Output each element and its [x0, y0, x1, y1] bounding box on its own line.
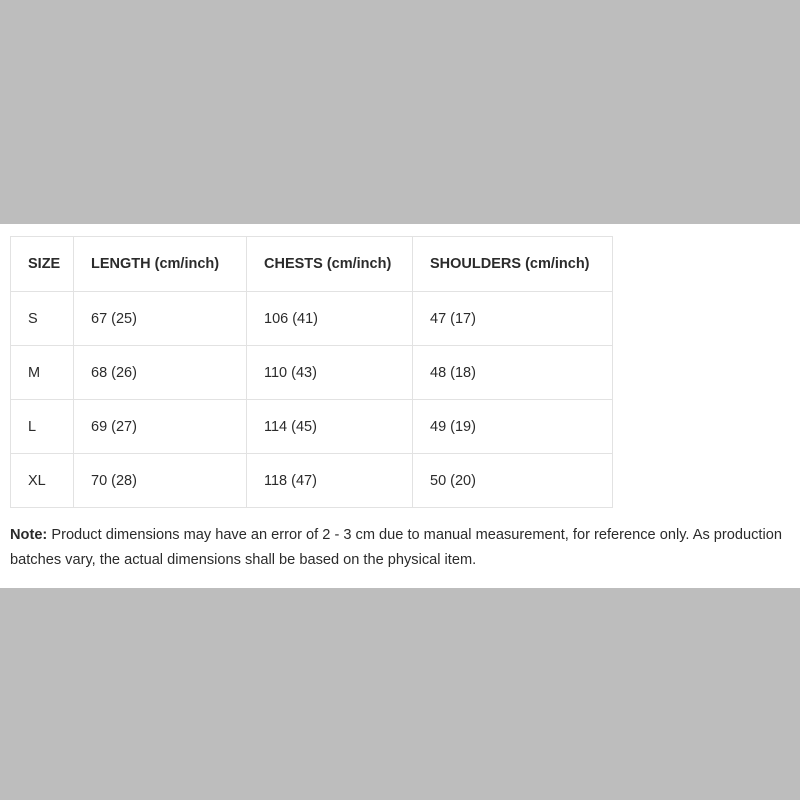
cell-size: S [11, 292, 74, 346]
size-chart-panel [0, 224, 800, 588]
table-body [11, 292, 613, 508]
table-row [11, 292, 613, 346]
cell-shoulders: 50 (20) [413, 454, 613, 508]
cell-length: 67 (25) [74, 292, 247, 346]
cell-chests: 106 (41) [247, 292, 413, 346]
size-chart-table [10, 236, 613, 508]
column-header-size: SIZE [11, 237, 74, 292]
top-background-band [0, 0, 800, 224]
cell-length: 69 (27) [74, 400, 247, 454]
column-header-shoulders: SHOULDERS (cm/inch) [413, 237, 613, 292]
cell-length: 68 (26) [74, 346, 247, 400]
measurement-note [10, 523, 782, 573]
table-header [11, 237, 613, 292]
cell-shoulders: 48 (18) [413, 346, 613, 400]
cell-chests: 110 (43) [247, 346, 413, 400]
cell-shoulders: 47 (17) [413, 292, 613, 346]
cell-length: 70 (28) [74, 454, 247, 508]
cell-size: XL [11, 454, 74, 508]
table-header-row [11, 237, 613, 292]
cell-chests: 118 (47) [247, 454, 413, 508]
bottom-background-band [0, 588, 800, 800]
table-row [11, 346, 613, 400]
cell-chests: 114 (45) [247, 400, 413, 454]
table-row [11, 454, 613, 508]
cell-shoulders: 49 (19) [413, 400, 613, 454]
table-row [11, 400, 613, 454]
cell-size: M [11, 346, 74, 400]
column-header-length: LENGTH (cm/inch) [74, 237, 247, 292]
column-header-chests: CHESTS (cm/inch) [247, 237, 413, 292]
note-label: Note: [10, 527, 48, 543]
cell-size: L [11, 400, 74, 454]
note-text: Product dimensions may have an error of 2 - 3 cm due to manual measurement, for reference only. As production batches vary, the actual dimensions shall be based on the physical item. [10, 527, 782, 568]
